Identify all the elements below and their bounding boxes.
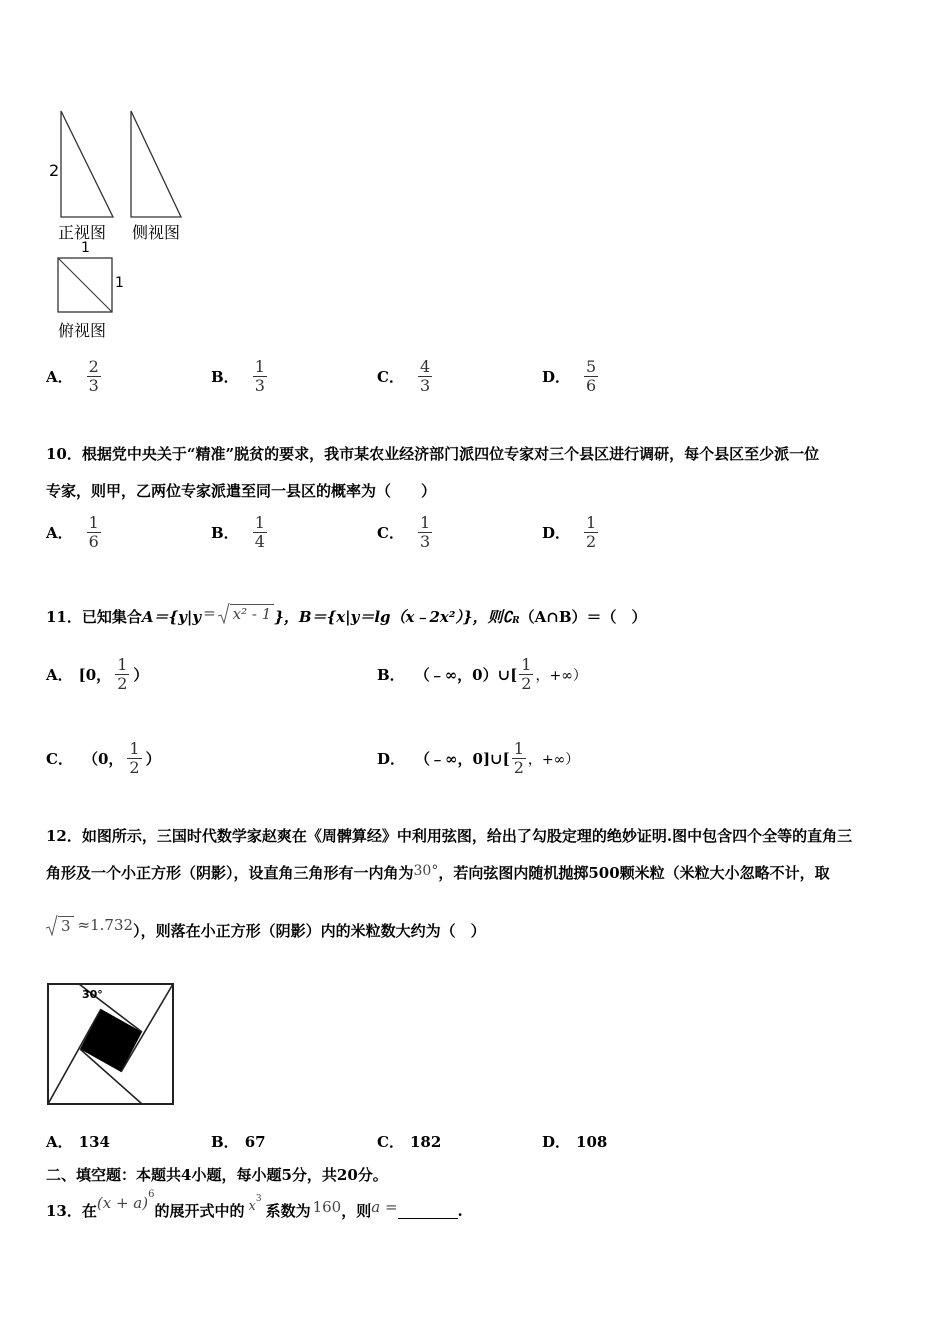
fraction: $\frac{1}{3}$ bbox=[254, 357, 265, 395]
q9-option-c[interactable]: C． $\frac{4}{3}$ bbox=[377, 357, 431, 395]
q12-text-line3: 3 ≈1.732 ），则落在小正方形（阴影）内的米粒数大约为（ ） bbox=[46, 920, 486, 942]
q11-option-b[interactable]: B． （﹣∞，0）∪[ $\frac{1}{2}$ ，+∞） bbox=[377, 655, 587, 693]
front-view-label: 正视图 bbox=[58, 223, 107, 242]
q12-option-a[interactable]: A． 134 bbox=[46, 1132, 110, 1151]
q10-option-a[interactable]: A． $\frac{1}{6}$ bbox=[46, 513, 99, 551]
q9-option-a[interactable]: A． $\frac{2}{3}$ bbox=[46, 357, 99, 395]
q10-option-b[interactable]: B． $\frac{1}{4}$ bbox=[211, 513, 265, 551]
q10-text-line2: 专家，则甲，乙两位专家派遣至同一县区的概率为（ ） bbox=[46, 482, 437, 500]
q12-option-c[interactable]: C． 182 bbox=[377, 1132, 442, 1151]
top-height-mark: 1 bbox=[115, 275, 124, 291]
fraction: $\frac{1}{2}$ bbox=[586, 513, 597, 551]
fraction: $\frac{1}{2}$ bbox=[117, 655, 128, 693]
top-width-mark: 1 bbox=[81, 240, 90, 256]
fraction: $\frac{1}{2}$ bbox=[129, 739, 140, 777]
q9-option-b[interactable]: B． $\frac{1}{3}$ bbox=[211, 357, 265, 395]
radical-sign bbox=[46, 914, 58, 936]
q11-stem: 11．已知集合 A＝{y|y = x² - 1 }，B＝{x|y＝lg（x﹣2x²）}，则∁ R （A∩B）＝（ ） bbox=[46, 604, 647, 626]
inner-square-shaded bbox=[80, 1009, 142, 1072]
radical-sign bbox=[218, 602, 230, 624]
fraction: $\frac{2}{3}$ bbox=[88, 357, 99, 395]
fraction: $\frac{1}{6}$ bbox=[88, 513, 99, 551]
q10-option-c[interactable]: C． $\frac{1}{3}$ bbox=[377, 513, 431, 551]
q11-option-c[interactable]: C． （0， $\frac{1}{2}$ ） bbox=[46, 739, 161, 777]
answer-blank[interactable] bbox=[398, 1204, 458, 1219]
q9-option-d[interactable]: D． $\frac{5}{6}$ bbox=[542, 357, 597, 395]
string-diagram bbox=[46, 982, 176, 1107]
q11-option-d[interactable]: D． （﹣∞，0]∪[ $\frac{1}{2}$ ，+∞） bbox=[377, 739, 580, 777]
fraction: $\frac{5}{6}$ bbox=[586, 357, 597, 395]
top-view-label: 俯视图 bbox=[58, 321, 107, 340]
side-view-triangle bbox=[131, 111, 181, 217]
fraction: $\frac{1}{4}$ bbox=[254, 513, 265, 551]
q10-text-line1: 10．根据党中央关于“精准”脱贫的要求，我市某农业经济部门派四位专家对三个县区进行调研，每个县区至少派一位 bbox=[46, 445, 820, 463]
fraction: $\frac{1}{2}$ bbox=[521, 655, 532, 693]
fraction: $\frac{1}{2}$ bbox=[513, 739, 524, 777]
q10-option-d[interactable]: D． $\frac{1}{2}$ bbox=[542, 513, 597, 551]
front-view-triangle bbox=[61, 111, 113, 217]
angle-label: 30° bbox=[82, 988, 103, 1001]
q12-option-b[interactable]: B． 67 bbox=[211, 1132, 266, 1151]
sqrt-3: 3 bbox=[46, 914, 74, 936]
q11-option-a[interactable]: A． [0， $\frac{1}{2}$ ） bbox=[46, 655, 149, 693]
fraction: $\frac{4}{3}$ bbox=[419, 357, 431, 395]
fraction: $\frac{1}{3}$ bbox=[419, 513, 431, 551]
side-view-label: 侧视图 bbox=[132, 223, 181, 242]
q12-option-d[interactable]: D． 108 bbox=[542, 1132, 608, 1151]
sqrt-expression: x² - 1 bbox=[218, 602, 275, 624]
top-view-diagonal bbox=[58, 258, 112, 312]
height-mark: 2 bbox=[49, 161, 60, 180]
section-heading: 二、填空题：本题共4小题，每小题5分，共20分。 bbox=[46, 1166, 388, 1184]
triangle-edge bbox=[48, 1009, 101, 1104]
q12-text-line1: 12．如图所示，三国时代数学家赵爽在《周髀算经》中利用弦图，给出了勾股定理的绝妙证明.图中包含四个全等的直角三 bbox=[46, 827, 853, 845]
q13-stem: 13．在 (x + a) 6 的展开式中的 x 3 系数为 160 ，则 a = . bbox=[46, 1189, 463, 1220]
q12-text-line2: 角形及一个小正方形（阴影），设直角三角形有一内角为30°，若向弦图内随机抛掷500颗米粒（米粒大小忽略不计，取 bbox=[46, 863, 830, 882]
